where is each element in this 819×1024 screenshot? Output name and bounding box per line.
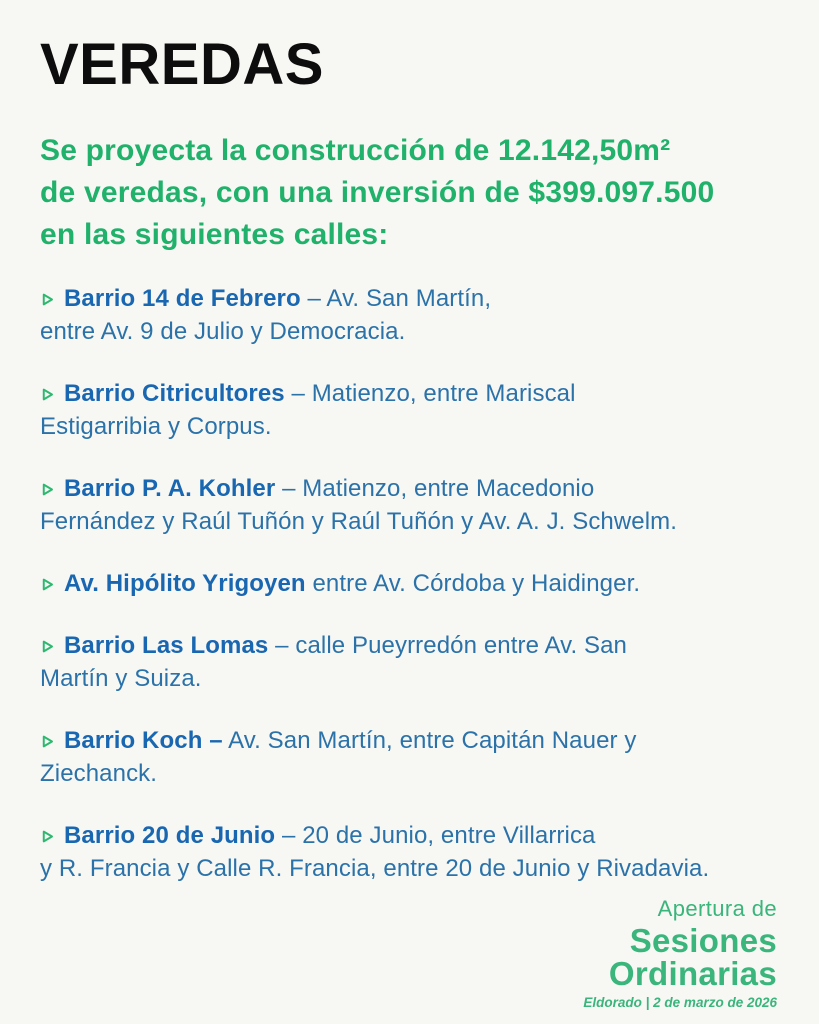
- street-name: Barrio 20 de Junio: [64, 822, 276, 849]
- triangle-bullet-icon: [40, 292, 55, 307]
- page-title: VEREDAS: [40, 32, 324, 97]
- intro-text: [40, 130, 779, 256]
- street-detail-line2: y R. Francia y Calle R. Francia, entre 20 de Junio y Rivadavia.: [40, 855, 710, 882]
- street-name: Barrio P. A. Kohler: [64, 475, 276, 502]
- street-name: Barrio Citricultores: [64, 380, 285, 407]
- triangle-bullet-icon: [40, 829, 55, 844]
- street-detail-line2: Ziechanck.: [40, 760, 158, 787]
- triangle-bullet-icon: [40, 387, 55, 402]
- street-detail: – Matienzo, entre Macedonio: [282, 475, 595, 502]
- footer-title: Sesiones Ordinarias: [608, 922, 777, 992]
- triangle-bullet-icon: [40, 734, 55, 749]
- street-name: Barrio Koch –: [64, 727, 223, 754]
- street-detail: – 20 de Junio, entre Villarrica: [281, 822, 596, 849]
- list-item-barrio-20-de-junio: [40, 819, 779, 885]
- street-list: [40, 282, 779, 885]
- street-detail-line2: Martín y Suiza.: [40, 665, 202, 692]
- street-name: Av. Hipólito Yrigoyen: [64, 570, 306, 597]
- street-detail: – Av. San Martín,: [307, 285, 492, 312]
- intro-line-1: Se proyecta la construcción de 12.142,50m²: [40, 134, 671, 167]
- footer-date: Eldorado | 2 de marzo de 2026: [583, 995, 777, 1010]
- list-item-barrio-las-lomas: [40, 629, 779, 695]
- footer-pretitle: Apertura de: [657, 896, 777, 921]
- street-detail: – calle Pueyrredón entre Av. San: [275, 632, 627, 659]
- street-name: Barrio 14 de Febrero: [64, 285, 301, 312]
- list-item-av-hipolito-yrigoyen: [40, 567, 779, 600]
- street-detail: Av. San Martín, entre Capitán Nauer y: [228, 727, 637, 754]
- street-detail-line2: Estigarribia y Corpus.: [40, 413, 272, 440]
- intro-line-2: de veredas, con una inversión de $399.097.500: [40, 176, 715, 209]
- street-name: Barrio Las Lomas: [64, 632, 269, 659]
- street-detail-line2: Fernández y Raúl Tuñón y Raúl Tuñón y Av. A. J. Schwelm.: [40, 508, 678, 535]
- triangle-bullet-icon: [40, 639, 55, 654]
- street-detail-line2: entre Av. 9 de Julio y Democracia.: [40, 318, 406, 345]
- footer-brand: [547, 896, 777, 1010]
- list-item-barrio-14-de-febrero: [40, 282, 779, 348]
- triangle-bullet-icon: [40, 577, 55, 592]
- list-item-barrio-koch: [40, 724, 779, 790]
- list-item-barrio-citricultores: [40, 377, 779, 443]
- intro-line-3: en las siguientes calles:: [40, 218, 389, 251]
- list-item-barrio-pa-kohler: [40, 472, 779, 538]
- triangle-bullet-icon: [40, 482, 55, 497]
- street-detail: entre Av. Córdoba y Haidinger.: [312, 570, 641, 597]
- street-detail: – Matienzo, entre Mariscal: [291, 380, 576, 407]
